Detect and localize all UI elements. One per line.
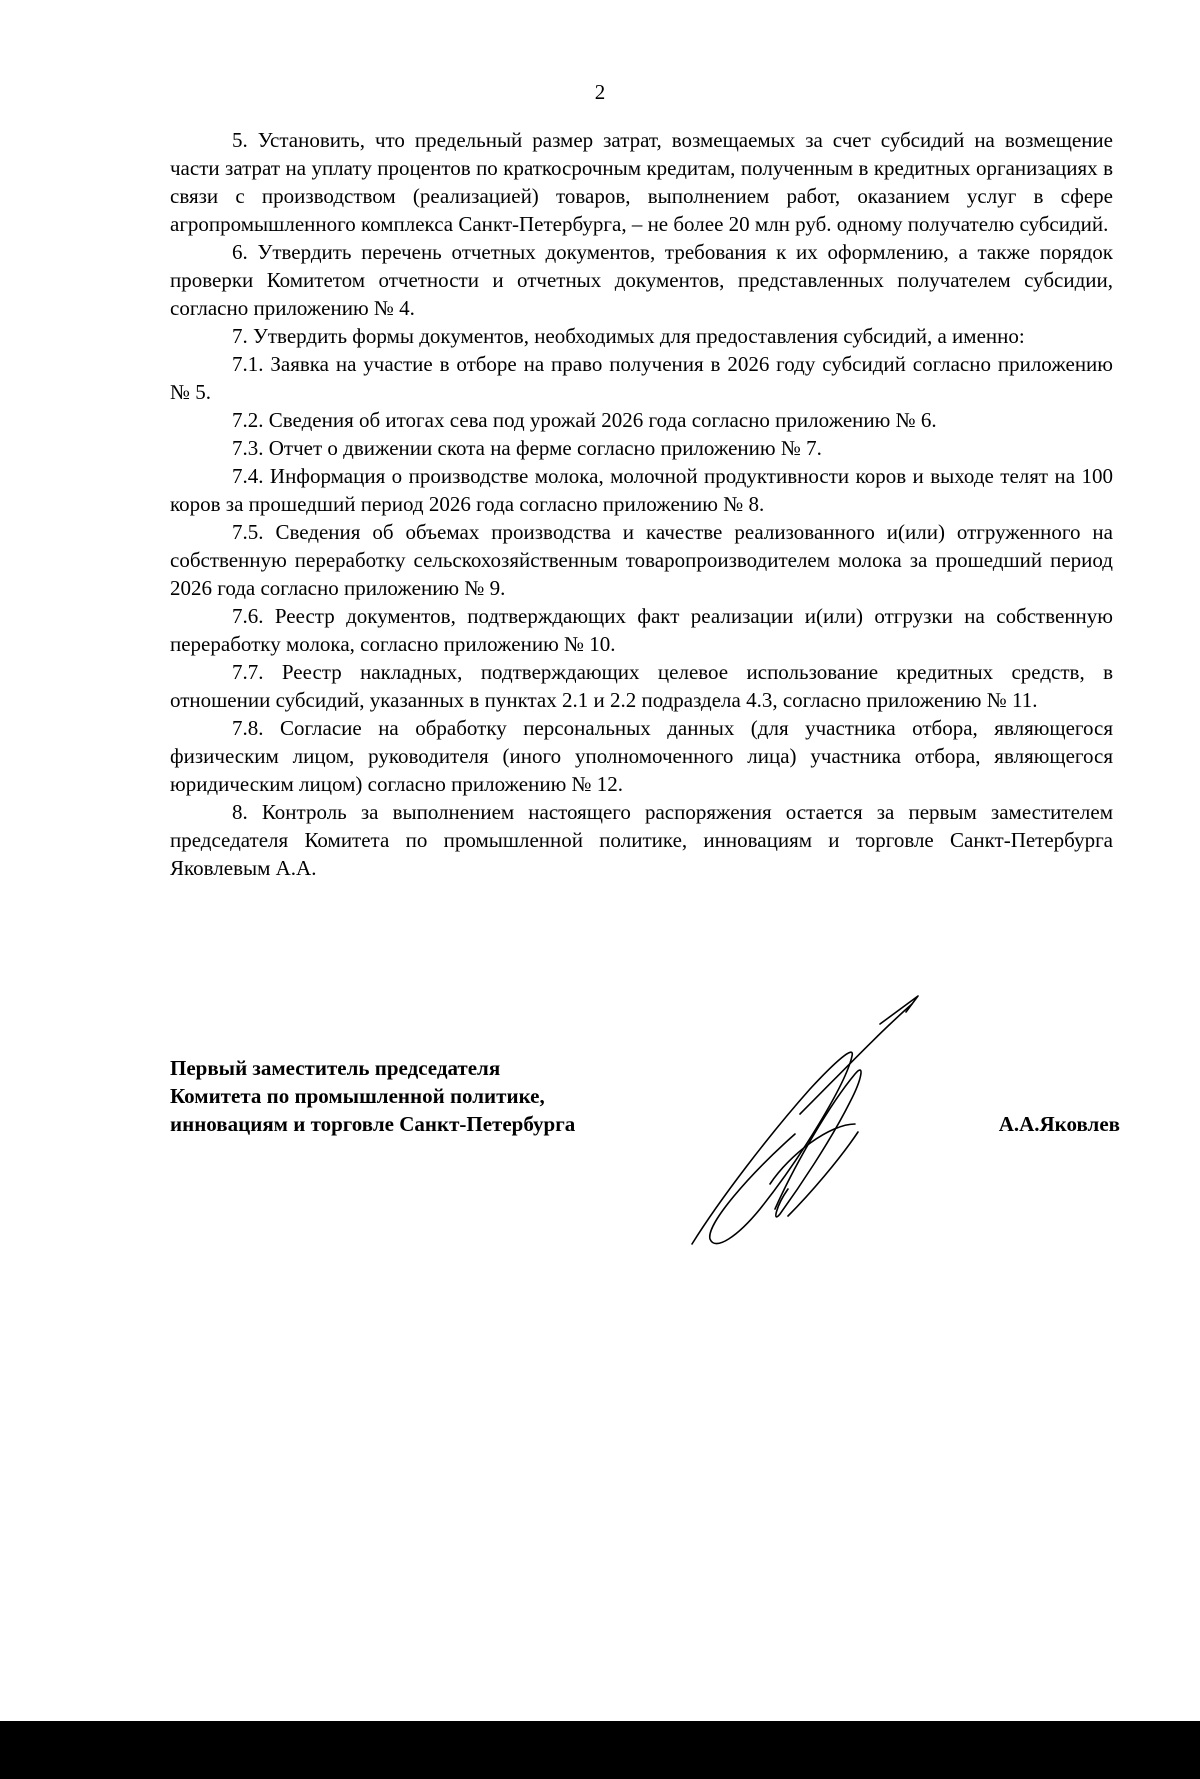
paragraph-7: 7. Утвердить формы документов, необходимых для предоставления субсидий, а именно:: [232, 324, 1025, 348]
handwritten-signature: [680, 984, 940, 1264]
scan-bottom-border: [0, 1721, 1200, 1779]
paragraph-8: 8. Контроль за выполнением настоящего распоряжения остается за первым заместителем председателя Комитета по промышленной политике, инновациям и торговле Санкт-Петербурга Яковлевым А.А.: [170, 800, 1113, 880]
signer-name: А.А.Яковлев: [998, 1112, 1120, 1136]
signer-position: [170, 1054, 690, 1138]
signer-position-line: Первый заместитель председателя: [170, 1056, 501, 1080]
paragraph-6: 6. Утвердить перечень отчетных документов, требования к их оформлению, а также порядок проверки Комитетом отчетности и отчетных документов, представленных получателем субсидии, согласно приложению № 4.: [170, 240, 1113, 320]
paragraph-7-2: 7.2. Сведения об итогах сева под урожай 2026 года согласно приложению № 6.: [232, 408, 937, 432]
paragraph-7-7: 7.7. Реестр накладных, подтверждающих целевое использование кредитных средств, в отношении субсидий, указанных в пунктах 2.1 и 2.2 подраздела 4.3, согласно приложению № 11.: [170, 660, 1113, 712]
paragraph-7-4: 7.4. Информация о производстве молока, молочной продуктивности коров и выходе телят на 100 коров за прошедший период 2026 года согласно приложению № 8.: [170, 464, 1113, 516]
paragraph-7-3: 7.3. Отчет о движении скота на ферме согласно приложению № 7.: [232, 436, 822, 460]
paragraph-7-6: 7.6. Реестр документов, подтверждающих факт реализации и(или) отгрузки на собственную переработку молока, согласно приложению № 10.: [170, 604, 1113, 656]
signature-block: [170, 1054, 1120, 1244]
paragraph-7-5: 7.5. Сведения об объемах производства и качестве реализованного и(или) отгруженного на собственную переработку сельскохозяйственным товаропроизводителем молока за прошедший период 2026 года согласно приложению № 9.: [170, 520, 1113, 600]
document-body: [170, 126, 1113, 882]
paragraph-7-8: 7.8. Согласие на обработку персональных данных (для участника отбора, являющегося физическим лицом, руководителя (иного уполномоченного лица) участника отбора, являющегося юридическим лицом) согласно приложению № 12.: [170, 716, 1113, 796]
paragraph-7-1: 7.1. Заявка на участие в отборе на право получения в 2026 году субсидий согласно приложению № 5.: [170, 352, 1113, 404]
paragraph-5: 5. Установить, что предельный размер затрат, возмещаемых за счет субсидий на возмещение части затрат на уплату процентов по краткосрочным кредитам, полученным в кредитных организациях в связи с производством (реализацией) товаров, выполнением работ, оказанием услуг в сфере агропромышленного комплекса Санкт-Петербурга, – не более 20 млн руб. одному получателю субсидий.: [170, 128, 1113, 236]
signer-position-line: инновациям и торговле Санкт-Петербурга: [170, 1112, 576, 1136]
signer-position-line: Комитета по промышленной политике,: [170, 1084, 545, 1108]
page-number: 2: [594, 80, 606, 104]
